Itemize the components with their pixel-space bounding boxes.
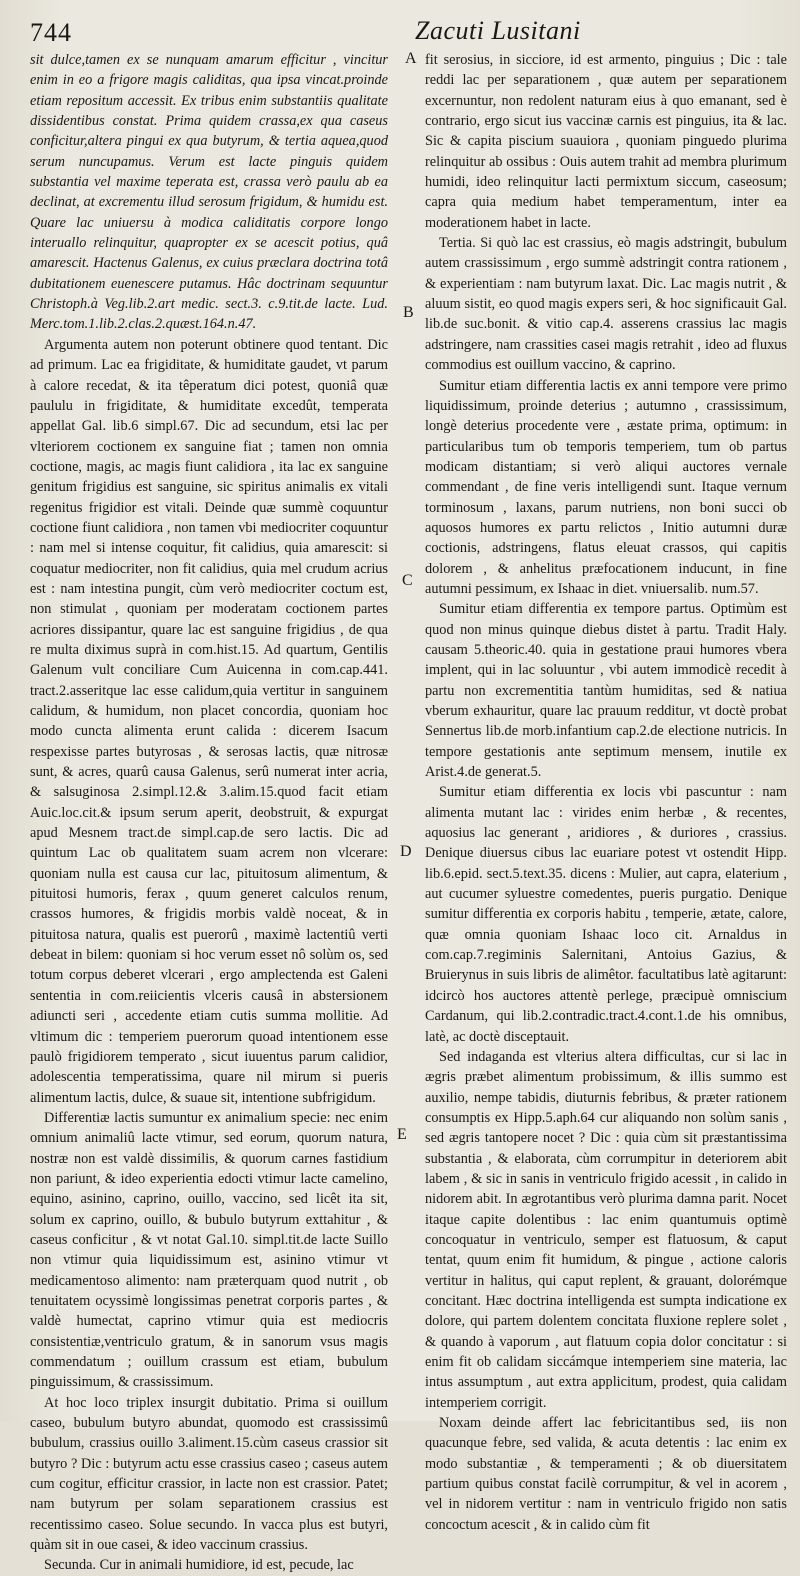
- running-title: Zacuti Lusitani: [415, 16, 581, 45]
- right-paragraph-5: Sumitur etiam differentia ex locis vbi pascuntur : nam alimenta mutant lac : virides enim herbæ , & recentes, aquosius lac generant , aridiores , & duriores , crassius. Denique diuersus cibus lac euariare potest vt ostendit Hipp. lib.6.epid. sect.5.text.35. dicens : Mulier, aut capra, elaterium , aut cucumer syluestre comedentes, pueris purgatio. Denique sumitur differentia ex corporis habitu , temperie, ætate, calore, quæ omnia quoniam Ishaac loco cit. Arnaldus in com.cap.7.regiminis Salernitani, Antoius Gazius, & Bruierynus in suis libris de alimêtor. facultatibus latè agitarunt: idcircò hos auctores attentè perlege, præcipuè omniscium Cardanum, qui lib.2.contradic.tract.4.cont.1.de his omnibus, latè, ac doctè disceptauit.: [425, 784, 787, 1045]
- margin-letter-b: B: [403, 304, 414, 321]
- page-number: 744: [30, 18, 72, 47]
- margin-letter-e: E: [397, 1126, 407, 1143]
- left-paragraph-1: sit dulce,tamen ex se nunquam amarum efficitur , vincitur enim in eo a frigore magis caliditas, qua ipsa vincat.proinde etiam repositum accessit. Ex tribus enim substantiis qualitate dissidentibus constat. Prima quidem crassa,ex qua caseus conficitur,altera pingui ex qua butyrum, & tertia aquea,quod serum nuncupamus. Verum est lacte pinguis quidem substantia vel maxime teperata est, crassa verò paulu ab ea declinat, at excrementu illud serosum frigidum, & humidu est. Quare lac uniuersu à modica caliditatis corpore longo interuallo relinquitur, quapropter ex se acescit potius, quâ amarescit. Hactenus Galenus, ex cuius præclara doctrina totâ dubitationem euenescere putamus. Hâc doctrinam sequuntur Christoph.à Veg.lib.2.art medic. sect.3. c.9.tit.de lacte. Lud. Merc.tom.1.lib.2.clas.2.quæst.164.n.47.: [30, 52, 388, 333]
- right-paragraph-7: Noxam deinde affert lac febricitantibus sed, iis non quacunque febre, sed valida, & acuta detentis : lac enim ex modo substantiæ , & temperamenti ; & ob diuersitatem partium quibus constat facilè corrumpitur, & vel in acorem , vel in nidorem vertitur : nam in ventriculo frigido non satis concoctum acescit , & in calido cùm fit: [425, 1415, 787, 1533]
- right-paragraph-4: Sumitur etiam differentia ex tempore partus. Optimùm est quod non minus quinque diebus distet à partu. Tradit Haly. causam 5.theoric.40. quia in gestatione praui humores vbera implent, qui in lac soluuntur , vbi autem immodicè recedit à partu non excrementitia tantùm humiditas, sed & natiua vberum exhauritur, quare lac prauum redditur, vt doctè probat Sennertus lib.de morb.infantium cap.2.de electione nutricis. In tempore gestationis ante septimum mensem, inutile ex Arist.4.de generat.5.: [425, 601, 787, 781]
- left-paragraph-4: At hoc loco triplex insurgit dubitatio. Prima si ouillum caseo, bubulum butyro abundat, quomodo est crassissimû bubulum, crassius ouillo 3.aliment.15.cùm caseus crassior sit butyro ? Dic : butyrum actu esse crassius caseo ; caseus autem cum cogitur, efficitur crassior, in lacte non est crassior. Patet; nam butyrum per solam separationem crassius est recentissimo caseo. Solue secundo. In vacca plus est butyri, quàm sit in oue casei, & ideo vaccinum crassius.: [30, 1394, 388, 1554]
- right-paragraph-1: fit serosius, in sicciore, id est armento, pinguius ; Dic : tale reddi lac per separationem , quæ autem per separationem excernuntur, non redolent naturam eius à quo emanant, sed è contrario, ergo sicut ius vaccinæ carnis est pinguius, ita & lac. Sic & capita piscium suauiora , quoniam pinguedo plurima relinquitur ab ossibus : Ouis autem trahit ad membra plurimum humidi, ideo relinquitur lacti permixtum siccum, caseosum; capra quia medium habet temperamentum, inter ea moderationem habet in lacte.: [425, 52, 787, 231]
- left-column: [30, 50, 388, 1574]
- right-paragraph-6: Sed indaganda est vlterius altera difficultas, cur si lac in ægris præbet alimentum probissimum, & illis summo est auxilio, nempe tabidis, diuturnis febribus, & præter rationem consumptis ex Hipp.5.aph.64 cur aliquando non solùm sanis , sed ægris tantopere nocet ? Dic : quia cùm sit præstantissima substantia , & elaborata, cùm corrumpitur in deteriorem abit labem , & sic in sanis in ventriculo frigido acessit , in calido in nidorem abit. In ægrotantibus verò plurima damna parit. Nocet itaque capite dolentibus : lac enim quantumuis optimè concoquatur in ventriculo, semper est flatuosum, & caput tentat, quum enim fit humidum, & pingue , actione caloris vertitur in halitus, qui caput replent, & grauant, dolorémque concitant. Hæc doctrina intelligenda est sumpta indicatione ex dolore, qui partem dolentem concitata fluxione replere solet , & quando à vaporum , aut flatuum copia dolor concitatur : si enim fit ob calidam siccámque intemperiem sine materia, lac intus assumptum , aut extra applicitum, prodest, quia calidam intemperiem corrigit.: [425, 1048, 787, 1411]
- page-header: [30, 14, 780, 48]
- margin-letter-c: C: [402, 572, 413, 589]
- margin-letter-a: A: [405, 50, 417, 67]
- right-column: [425, 50, 787, 1533]
- left-paragraph-5: Secunda. Cur in animali humidiore, id est, pecude, lac: [44, 1557, 354, 1574]
- right-paragraph-2: Tertia. Si quò lac est crassius, eò magis adstringit, bubulum autem crassissimum , ergo summè adstringit contra rationem , & experientiam : nam butyrum laxat. Dic. Lac magis nutrit , & aluum sistit, eo quod magis expers seri, & hoc significauit Gal. lib.de suc.bonit. & vitio cap.4. asserens crassius lac magis adstringere, nam crassities casei magis retrahit , ideo ad fluxus commodius est ouillum vaccino, & caprino.: [425, 235, 787, 374]
- right-paragraph-3: Sumitur etiam differentia lactis ex anni tempore vere primo liquidissimum, proinde deterius ; autumno , crassissimum, longè deterius procedente vere , æstate prima, optimum: in particularibus tum ob temporis temperiem, tum ob partus modicam distantiam; si verò aliqui auctores vernale commendant , de fine veris intelligendi sunt. Itaque vernum torminosum , laxans, parum nutriens, non boni succi ob aquosos humores ex partu relictos , Initio autumni duræ coctionis, adstringens, flatus eleuat crassos, qui capitis dolorem , & anhelitus præfocationem inducunt, in fine autumni pessimum, ex Ishaac in diet. vniuersalib. num.57.: [425, 377, 787, 597]
- left-paragraph-2: Argumenta autem non poterunt obtinere quod tentant. Dic ad primum. Lac ea frigiditate, & humiditate gaudet, vt parum à calore recedat, & ita têperatum dici potest, quoniâ quæ paululu in frigiditate, & humiditate excedût, temperata appellat Gal. lib.6 simpl.67. Dic ad secundum, etsi lac per vlteriorem coctionem ex sanguine fiat ; tamen non omnia coctione, magis, ac magis fiunt calidiora , ita lac ex sanguine genitum frigidius est sanguine, sic spiritus animalis ex vitali regenitus frigidior est vitali. Deinde quæ summè coquuntur coctione fiunt calidiora , non tamen vbi mediocriter coquuntur : nam mel si intense coquitur, fit calidius, quia amarescit: si coquatur mediocriter, non fit calidius, quia mel crudum acrius est : nam intestina pungit, cùm verò mediocriter coctum est, non stimulat , quoniam per moderatam coctionem partes acriores dissipantur, quare lac est sanguine frigidius , de qua re multa diximus suprà in com.hist.15. Ad quartum, Gentilis Galenum vult conciliare Cum Auicenna in com.cap.441. tract.2.asseritque lac esse calidum,quia vertitur in sanguinem calidum, & humidum, non placet concordia, quoniam hoc modo cuncta alimenta erunt calida : dicerem Isacum respexisse partes butyrosas , & serosas lactis, quæ nitrosæ sunt, & acres, quarû causa Galenus, serû numerat inter acria, & salsuginosa 2.simpl.12.& 3.alim.15.quod facit etiam Auic.loc.cit.& ipsum serum aperit, deobstruit, & expurgat apud Mesnem tract.de simpl.cap.de sero lactis. Dic ad quintum Lac ob qualitatem suam acrem non vlcerare: quoniam nulla est causa cur lac, pituitosum alimentum, & pituitosi humoris, ferax , quum generet calculos renum, crassos humores, & frigidis morbis valdè noceat, & in pituitosa natura, qualis est puerorû , maximè lactentiû verti debeat in bilem: quoniam si hoc verum esset nô solùm os, sed totum corpus deberet vlcerari , ergo amplectenda est Galeni sententia in com.reiicientis vlceris causâ in abstersionem adiuncti seri , accedente etiam cutis summa mollitie. Ad vltimum dic : temperiem puerorum quoad intentionem esse paulò frigidiorem temperato , sicut iuuentus parum calidior, adolescentia temperatissima, quare nil mirum si pueris alimentum lactis, dulce, & suaue sit, intentione subfrigidum.: [30, 336, 388, 1106]
- left-paragraph-3: Differentiæ lactis sumuntur ex animalium specie: nec enim omnium animaliû lacte vtimur, sed eorum, quorum natura, nostræ non est valdè dissimilis, & quorum carnes fastidium non pariunt, & ideo experientia edocti vtimur lacte camelino, equino, asinino, caprino, ouillo, vaccino, sed licêt ita sit, solum ex caprino, ouillo, & bubulo butyrum exttahitur , & caseus conficitur , & vt notat Gal.10. simpl.tit.de lacte Suillo non vtimur quia liquidissimum est, asinino vtimur vt medicamentoso alimento: nam præterquam quod nutrit , ob tenuitatem ocyssimè longissimas penetrat corporis partes , & valdè humectat, caprino vtimur quia est mediocris consistentiæ,ventriculo gratum, & in sanorum vsus magis commendatum ; ouillum crassum est etiam, bubulum pinguissimum, & crassissimum.: [30, 1109, 388, 1391]
- margin-letter-d: D: [400, 843, 412, 860]
